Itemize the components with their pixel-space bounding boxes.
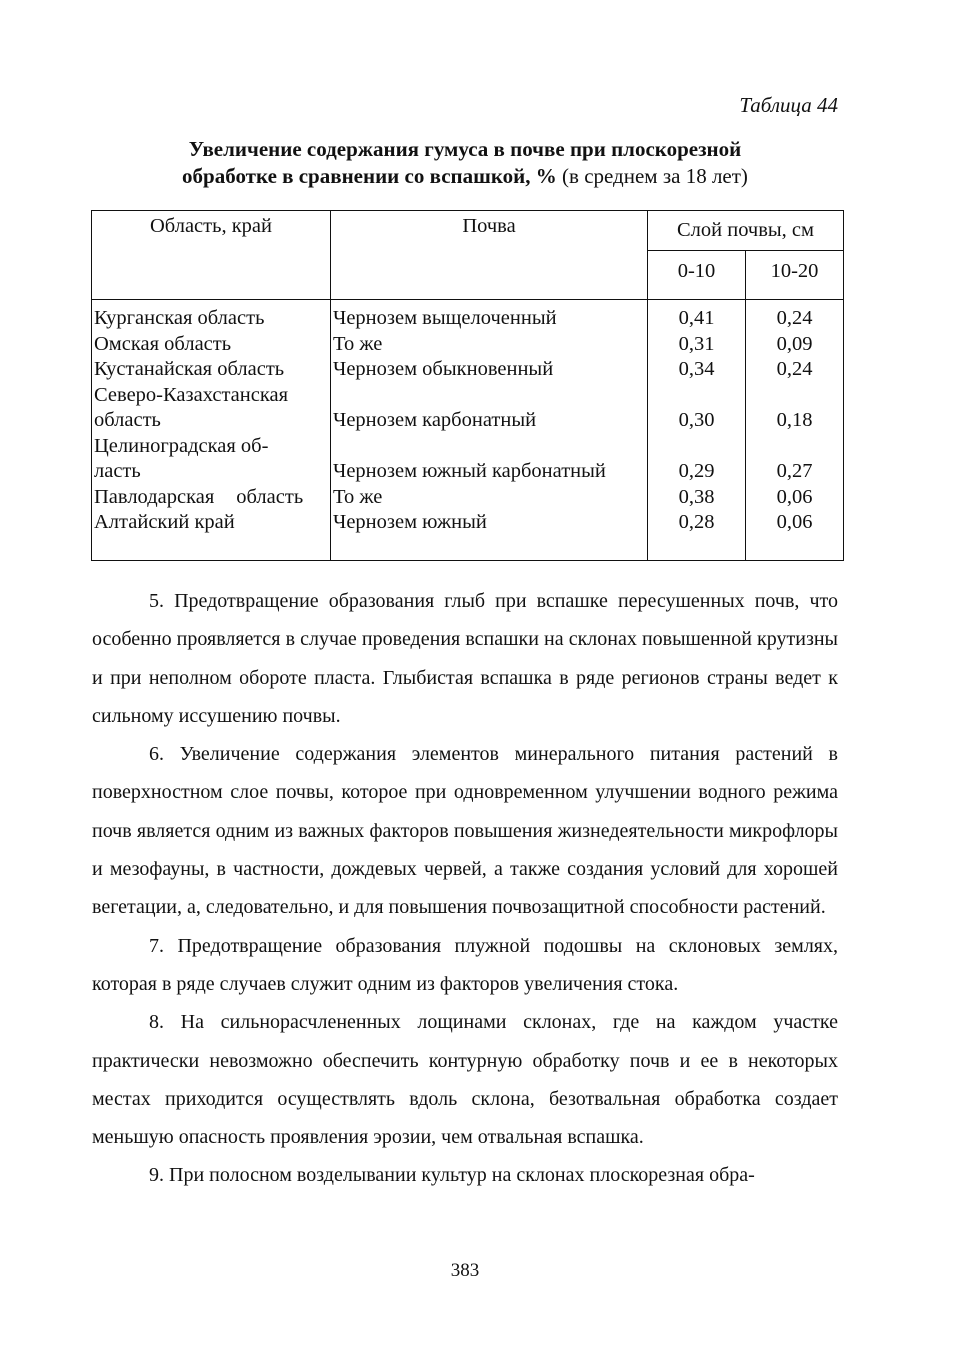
cell-soil-text: Чернозем обыкновенный — [333, 358, 554, 380]
cell-depth-0-10 — [648, 300, 746, 332]
cell-depth-10-20 — [746, 485, 844, 511]
cell-depth-0-10 — [648, 510, 746, 560]
table-row — [92, 434, 844, 485]
cell-depth-0-10-text: 0,41 — [678, 307, 715, 329]
header-depth-10-20: 10-20 — [746, 251, 844, 300]
cell-region-line: Павлодарская — [94, 485, 215, 508]
paragraph: 5. Предотвращение образования глыб при вспашке пересушенных почв, что особенно проявляется в случае проведения вспашки на склонах повышенной крутизны и при неполном обороте пласта. Глыбистая вспашка в ряде регионов страны ведет к сильному иссушению почвы. — [92, 590, 838, 727]
cell-soil — [331, 300, 648, 332]
cell-soil — [331, 485, 648, 511]
table-row — [92, 485, 844, 511]
cell-soil-text: Чернозем южный — [333, 511, 487, 533]
cell-depth-0-10-text: 0,30 — [678, 409, 715, 431]
cell-depth-0-10-text: 0,29 — [678, 460, 715, 482]
header-region: Область, край — [92, 211, 331, 300]
table-row — [92, 383, 844, 434]
cell-depth-10-20 — [746, 357, 844, 383]
cell-region-line: ласть — [94, 460, 141, 482]
cell-depth-0-10-text: 0,28 — [678, 511, 715, 533]
cell-depth-10-20 — [746, 332, 844, 358]
cell-depth-10-20-text: 0,06 — [776, 485, 813, 508]
cell-region-line: Кустанайская область — [94, 358, 285, 380]
cell-region — [92, 434, 331, 485]
cell-depth-10-20-text: 0,27 — [776, 460, 813, 482]
table-caption — [0, 136, 930, 190]
cell-depth-0-10 — [648, 485, 746, 511]
table-number: Таблица 44 — [739, 93, 838, 117]
cell-depth-0-10 — [648, 357, 746, 383]
table-row — [92, 510, 844, 560]
cell-depth-0-10 — [648, 383, 746, 434]
cell-region — [92, 332, 331, 358]
cell-depth-10-20 — [746, 434, 844, 485]
cell-soil-text: То же — [333, 332, 383, 355]
cell-depth-0-10 — [648, 332, 746, 358]
paragraph: 8. На сильнорасчлененных лощинами склонах, где на каждом участке практически невозможно обеспечить контурную обработку почв и ее в некоторых местах приходится осуществлять вдоль склона, безотвальная обработка создает меньшую опасность проявления эрозии, чем отвальная вспашка. — [92, 1011, 838, 1149]
cell-soil-text: Чернозем выщелоченный — [333, 307, 557, 329]
table-caption-rest: (в среднем за 18 лет) — [556, 164, 748, 188]
cell-depth-0-10-text: 0,38 — [678, 485, 715, 508]
header-depth-0-10: 0-10 — [648, 251, 746, 300]
cell-depth-10-20-text: 0,24 — [776, 358, 813, 380]
table-body — [92, 300, 844, 561]
table-row — [92, 332, 844, 358]
table-row — [92, 357, 844, 383]
cell-region-line: Омская область — [94, 332, 232, 355]
cell-depth-10-20 — [746, 510, 844, 560]
cell-soil — [331, 357, 648, 383]
humus-table — [91, 210, 844, 561]
cell-soil — [331, 434, 648, 485]
paragraph: 9. При полосном возделывании культур на склонах плоскорезная обра- — [149, 1164, 755, 1187]
cell-region — [92, 300, 331, 332]
cell-region-line: область — [94, 409, 161, 431]
cell-soil-text: То же — [333, 485, 383, 508]
paragraph: 7. Предотвращение образования плужной подошвы на склоновых землях, которая в ряде случаев служит одним из факторов увеличения стока. — [92, 934, 838, 995]
cell-soil — [331, 332, 648, 358]
cell-depth-10-20 — [746, 383, 844, 434]
paragraph: 6. Увеличение содержания элементов минерального питания растений в поверхностном слое почвы, которое при одновременном улучшении водного режима почв является одним из важных факторов повышения жизнедеятельности микрофлоры и мезофауны, в частности, дождевых червей, а также создания условий для хорошей вегетации, а, следовательно, и для повышения почвозащитной способности растений. — [92, 743, 838, 919]
cell-region-line: Целиноградская об- — [94, 434, 269, 457]
cell-depth-10-20-text: 0,24 — [776, 307, 813, 329]
table-row — [92, 300, 844, 332]
cell-region — [92, 357, 331, 383]
cell-depth-10-20-text: 0,18 — [776, 409, 813, 431]
cell-depth-10-20-text: 0,06 — [776, 511, 813, 533]
header-layer: Слой почвы, см — [648, 211, 844, 251]
table-caption-bold: Увеличение содержания гумуса в почве при плоскорезной обработке в сравнении со вспашкой, % — [182, 137, 742, 188]
cell-soil-text: Чернозем южный карбонатный — [333, 460, 606, 482]
body-text — [92, 582, 838, 1195]
cell-depth-0-10-text: 0,31 — [678, 332, 715, 355]
cell-region-line: Курганская область — [94, 307, 265, 329]
cell-depth-0-10 — [648, 434, 746, 485]
cell-depth-10-20-text: 0,09 — [776, 332, 813, 355]
cell-soil — [331, 383, 648, 434]
cell-depth-10-20 — [746, 300, 844, 332]
cell-region — [92, 383, 331, 434]
header-soil: Почва — [331, 211, 648, 300]
cell-region-line: Алтайский край — [94, 511, 235, 533]
page-number: 383 — [450, 1260, 480, 1281]
cell-region-line: Северо-Казахстанская — [94, 383, 289, 406]
cell-soil — [331, 510, 648, 560]
cell-depth-0-10-text: 0,34 — [678, 358, 715, 380]
cell-soil-text: Чернозем карбонатный — [333, 409, 537, 431]
cell-region — [92, 485, 331, 511]
cell-region-line: область — [236, 485, 304, 508]
cell-region — [92, 510, 331, 560]
